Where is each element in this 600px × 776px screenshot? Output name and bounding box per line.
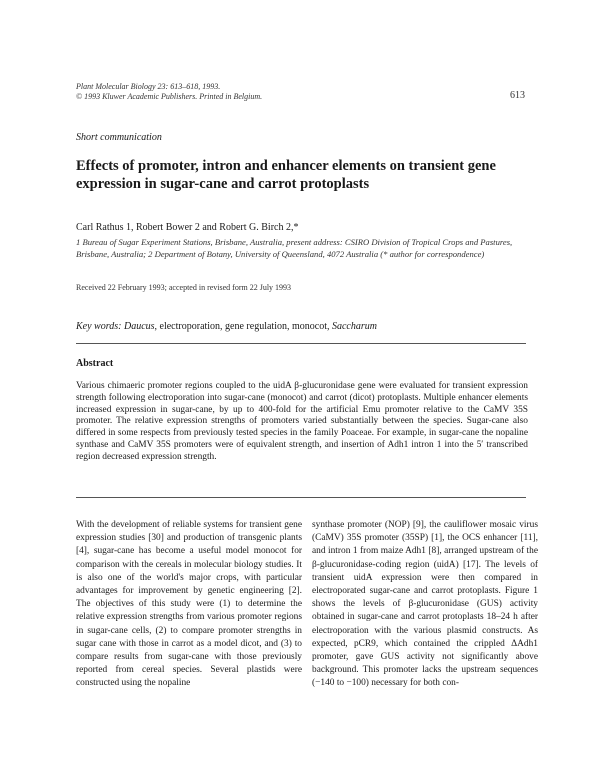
journal-citation <box>76 82 262 102</box>
affiliations: 1 Bureau of Sugar Experiment Stations, Brisbane, Australia, present address: CSIRO Division of Tropical Crops and Pastures, Brisbane, Australia; 2 Department of Botany, University of Queensland, 4072 Australia (* author for correspondence) <box>76 237 513 259</box>
divider-top <box>76 343 526 344</box>
divider-bottom <box>76 497 526 498</box>
section-label: Short communication <box>76 132 162 143</box>
journal-line-2: © 1993 Kluwer Academic Publishers. Printed in Belgium. <box>76 92 263 101</box>
journal-line-1: Plant Molecular Biology 23: 613–618, 1993. <box>76 82 221 91</box>
paper-title: Effects of promoter, intron and enhancer elements on transient gene expression in sugar-cane and carrot protoplasts <box>76 158 496 192</box>
body-column-right: synthase promoter (NOP) [9], the cauliflower mosaic virus (CaMV) 35S promoter (35SP) [1], the OCS enhancer [11], and intron 1 from maize Adh1 [8], arranged upstream of the β-glucuronidase-coding region (uidA) [17]. The levels of transient uidA expression were then compared in electroporated sugar-cane and carrot protoplasts. Figure 1 shows the levels of β-glucuronidase (GUS) activity obtained in sugar-cane and carrot protoplasts 18–24 h after electroporation with the various plasmid constructs. As expected, pCR9, which contained the crippled ΔAdh1 promoter, gave GUS activity not significantly above background. This promoter lacks the upstream sequences (−140 to −100) necessary for both con- <box>312 520 538 689</box>
abstract-body: Various chimaeric promoter regions coupled to the uidA β-glucuronidase gene were evaluated for transient expression strength following electroporation into sugar-cane (monocot) and carrot (dicot) protoplasts. Multiple enhancer elements increased expression in sugar-cane, by up to 400-fold for the artificial Emu promoter relative to the CaMV 35S promoter. The relative expression strengths of promoters varied substantially between the species. Sugar-cane also differed in some respects from previously tested species in the family Poaceae. For example, in sugar-cane the nopaline synthase and CaMV 35S promoters were of equivalent strength, and insertion of Adh1 intron 1 into the 5′ transcribed region decreased expression strength. <box>76 381 528 462</box>
abstract-heading: Abstract <box>76 358 114 369</box>
keywords <box>76 321 377 332</box>
keyword-list: , electroporation, gene regulation, monocot, <box>154 321 332 332</box>
page-number: 613 <box>510 90 525 101</box>
keyword-daucus: Daucus <box>123 321 155 332</box>
keywords-label: Key words: <box>76 321 122 332</box>
author-list: Carl Rathus 1, Robert Bower 2 and Robert G. Birch 2,* <box>76 222 299 233</box>
body-column-left: With the development of reliable systems for transient gene expression studies [30] and production of transgenic plants [4], sugar-cane has become a useful model monocot for comparison with the cereals in molecular biology studies. It is also one of the world's major crops, with particular advantages for improvement by genetic engineering [2]. The objectives of this study were (1) to determine the relative expression strengths from various promoter regions in sugar-cane cells, (2) to compare promoter strengths in sugar cane with those in carrot as a model dicot, and (3) to compare results from sugar-cane with those previously reported from cereal species. Several plastids were constructed using the nopaline <box>76 520 302 689</box>
keyword-saccharum: Saccharum <box>331 321 377 332</box>
received-dates: Received 22 February 1993; accepted in revised form 22 July 1993 <box>76 283 292 292</box>
